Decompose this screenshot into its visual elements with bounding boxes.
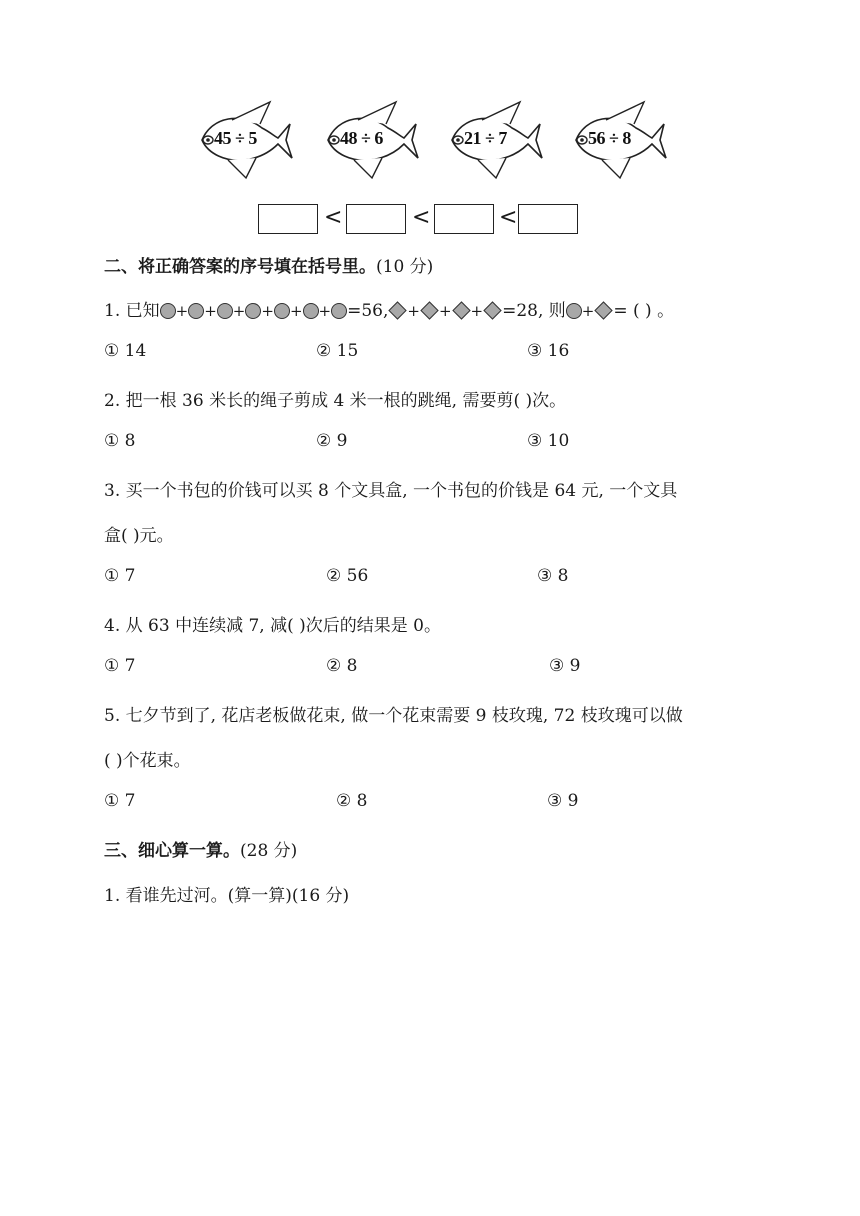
diamond-icon: [420, 301, 438, 319]
plus-sign: +: [581, 302, 595, 320]
q1-answer-paren[interactable]: = ( ) 。: [613, 301, 675, 321]
q3-option-3[interactable]: ③ 8: [537, 566, 569, 586]
q1-option-2[interactable]: ② 15: [316, 341, 359, 361]
section3-score: (28 分): [240, 841, 298, 861]
fish-card-2: [318, 98, 422, 180]
section3-q1: 1. 看谁先过河。(算一算)(16 分): [104, 886, 350, 906]
plus-sign: +: [318, 302, 332, 320]
circle-icon: [274, 303, 290, 319]
q5-text-line1: 5. 七夕节到了, 花店老板做花束, 做一个花束需要 9 枝玫瑰, 72 枝玫瑰可以做: [104, 706, 683, 726]
q5-option-3[interactable]: ③ 9: [547, 791, 579, 811]
diamond-icon: [595, 301, 613, 319]
q1-prefix: 1. 已知: [104, 301, 160, 321]
circle-icon: [160, 303, 176, 319]
q3-text-line1: 3. 买一个书包的价钱可以买 8 个文具盒, 一个书包的价钱是 64 元, 一个文具: [104, 481, 678, 501]
circle-icon: [217, 303, 233, 319]
fish-expression: 45 ÷ 5: [214, 128, 257, 148]
q2-option-2[interactable]: ② 9: [316, 431, 348, 451]
q1-eq28: =28, 则: [502, 301, 566, 321]
q3-text-line2: 盒( )元。: [104, 526, 174, 546]
q5-option-1[interactable]: ① 7: [104, 791, 136, 811]
q4-option-2[interactable]: ② 8: [326, 656, 358, 676]
q1-option-3[interactable]: ③ 16: [527, 341, 570, 361]
circle-icon: [566, 303, 582, 319]
fish-card-4: [566, 98, 670, 180]
q1-option-1[interactable]: ① 14: [104, 341, 147, 361]
circle-icon: [245, 303, 261, 319]
circle-icon: [303, 303, 319, 319]
plus-sign: +: [261, 302, 274, 320]
less-than-sign: <: [412, 205, 431, 230]
plus-sign: +: [204, 302, 217, 320]
fish-expression: 21 ÷ 7: [464, 128, 507, 148]
answer-box-2[interactable]: [346, 204, 406, 234]
fish-expression: 56 ÷ 8: [588, 128, 631, 148]
plus-sign: +: [438, 302, 452, 320]
q4-option-3[interactable]: ③ 9: [549, 656, 581, 676]
q2-text: 2. 把一根 36 米长的绳子剪成 4 米一根的跳绳, 需要剪( )次。: [104, 391, 567, 411]
plus-sign: +: [232, 302, 246, 320]
fish-card-3: [442, 98, 546, 180]
less-than-sign: <: [324, 205, 343, 230]
answer-box-3[interactable]: [434, 204, 494, 234]
plus-sign: +: [289, 302, 303, 320]
q3-option-2[interactable]: ② 56: [326, 566, 369, 586]
section2-heading: [104, 252, 433, 277]
q1-line: [104, 296, 674, 321]
circle-icon: [331, 303, 347, 319]
section3-heading: [104, 836, 297, 861]
answer-box-1[interactable]: [258, 204, 318, 234]
section2-title: 二、将正确答案的序号填在括号里。: [104, 257, 376, 277]
q5-text-line2: ( )个花束。: [104, 751, 191, 771]
section2-score: (10 分): [376, 257, 434, 277]
fish-card-1: [192, 98, 296, 180]
q4-text: 4. 从 63 中连续减 7, 减( )次后的结果是 0。: [104, 616, 441, 636]
plus-sign: +: [470, 302, 484, 320]
diamond-icon: [389, 301, 407, 319]
q3-option-1[interactable]: ① 7: [104, 566, 136, 586]
section3-title: 三、细心算一算。: [104, 841, 240, 861]
answer-box-4[interactable]: [518, 204, 578, 234]
q5-option-2[interactable]: ② 8: [336, 791, 368, 811]
q1-eq56: =56,: [347, 301, 389, 321]
less-than-sign: <: [499, 205, 518, 230]
q4-option-1[interactable]: ① 7: [104, 656, 136, 676]
diamond-icon: [483, 301, 501, 319]
plus-sign: +: [407, 302, 420, 320]
fish-expression: 48 ÷ 6: [340, 128, 383, 148]
q2-option-3[interactable]: ③ 10: [527, 431, 570, 451]
diamond-icon: [452, 301, 470, 319]
q2-option-1[interactable]: ① 8: [104, 431, 136, 451]
circle-icon: [188, 303, 204, 319]
plus-sign: +: [175, 302, 189, 320]
